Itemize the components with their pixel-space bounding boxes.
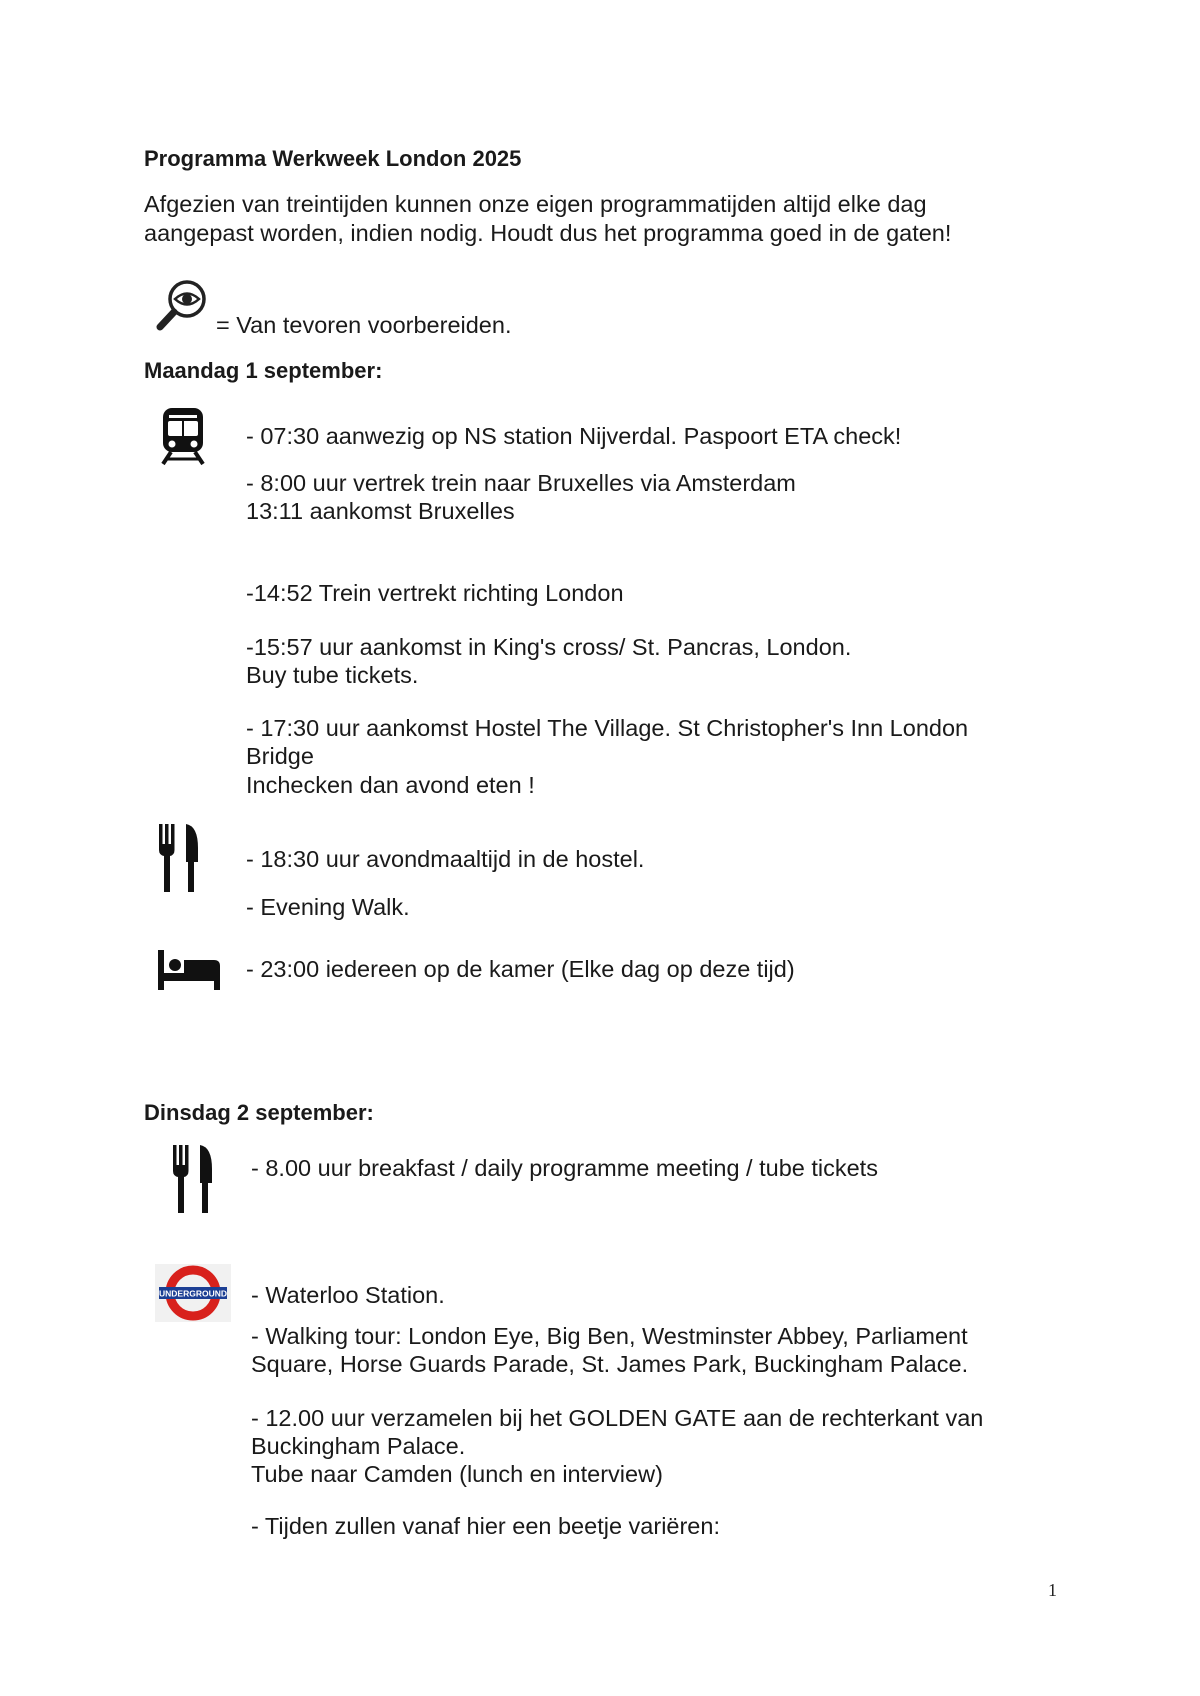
day-heading: Dinsdag 2 september: <box>144 1100 374 1125</box>
schedule-item: - 8.00 uur breakfast / daily programme meeting / tube tickets <box>251 1155 878 1181</box>
fork-knife-icon <box>156 822 202 899</box>
train-icon <box>158 406 208 471</box>
schedule-item: - Tijden zullen vanaf hier een beetje variëren: <box>251 1513 720 1539</box>
schedule-item: Tube naar Camden (lunch en interview) <box>251 1461 663 1487</box>
schedule-item: 13:11 aankomst Bruxelles <box>246 498 515 524</box>
schedule-item: - Walking tour: London Eye, Big Ben, Westminster Abbey, Parliament <box>251 1323 968 1349</box>
fork-knife-icon <box>170 1143 216 1220</box>
schedule-item: - 18:30 uur avondmaaltijd in de hostel. <box>246 846 645 872</box>
schedule-item: -15:57 uur aankomst in King's cross/ St. Pancras, London. <box>246 634 852 660</box>
schedule-item: Square, Horse Guards Parade, St. James Park, Buckingham Palace. <box>251 1351 969 1377</box>
schedule-item: - 07:30 aanwezig op NS station Nijverdal. Paspoort ETA check! <box>246 423 902 449</box>
schedule-item: Buckingham Palace. <box>251 1433 466 1459</box>
underground-roundel-icon <box>155 1264 231 1327</box>
schedule-item: - Waterloo Station. <box>251 1282 445 1308</box>
intro-line: Afgezien van treintijden kunnen onze eigen programmatijden altijd elke dag <box>144 191 927 217</box>
page-number: 1 <box>1048 1580 1057 1600</box>
underground-label: UNDERGROUND <box>159 1288 227 1299</box>
schedule-item: -14:52 Trein vertrekt richting London <box>246 580 624 606</box>
schedule-item: - 17:30 uur aankomst Hostel The Village. St Christopher's Inn London <box>246 715 969 741</box>
schedule-item: Buy tube tickets. <box>246 662 419 688</box>
intro-line: aangepast worden, indien nodig. Houdt dus het programma goed in de gaten! <box>144 220 952 246</box>
bed-icon <box>156 948 222 997</box>
schedule-item: Inchecken dan avond eten ! <box>246 772 535 798</box>
schedule-item: Bridge <box>246 743 314 769</box>
legend-text: = Van tevoren voorbereiden. <box>216 312 512 338</box>
schedule-item: - 8:00 uur vertrek trein naar Bruxelles via Amsterdam <box>246 470 796 496</box>
schedule-item: - 23:00 iedereen op de kamer (Elke dag op deze tijd) <box>246 956 795 982</box>
schedule-item: - Evening Walk. <box>246 894 410 920</box>
document-title: Programma Werkweek London 2025 <box>144 146 522 171</box>
magnifier-eye-icon <box>155 277 211 333</box>
schedule-item: - 12.00 uur verzamelen bij het GOLDEN GATE aan de rechterkant van <box>251 1405 984 1431</box>
day-heading: Maandag 1 september: <box>144 358 383 383</box>
intro-paragraph <box>144 190 1064 248</box>
